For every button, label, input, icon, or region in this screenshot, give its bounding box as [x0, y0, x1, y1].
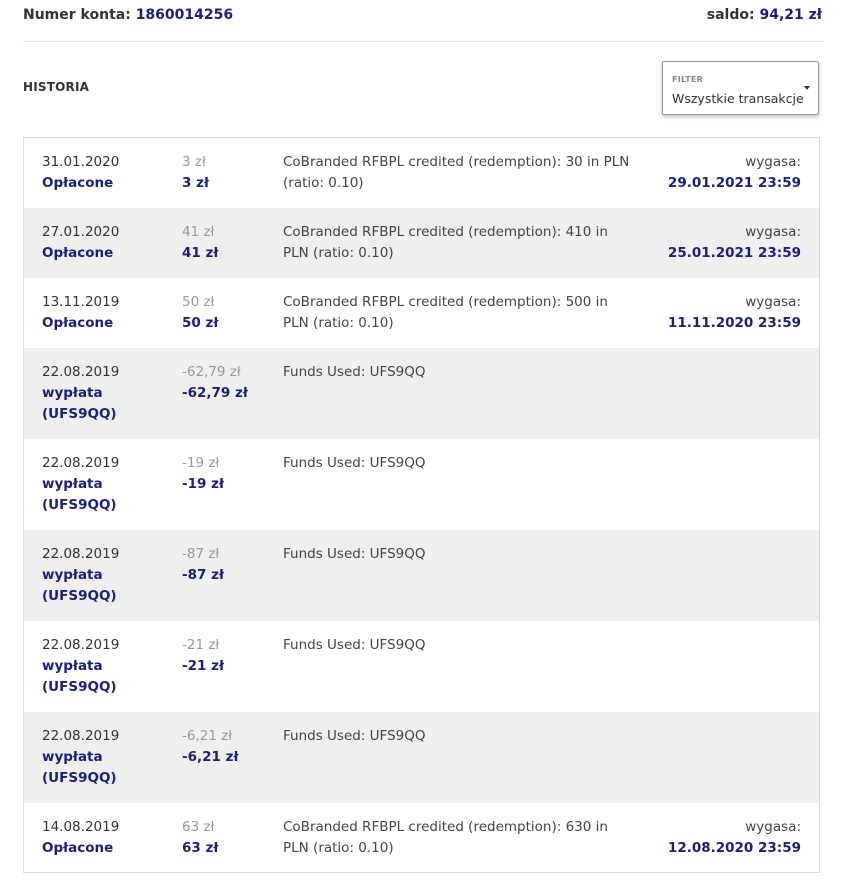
row-expiry-label: wygasa: [745, 154, 801, 170]
table-row [24, 278, 819, 348]
row-status: wypłata (UFS9QQ) [42, 385, 117, 422]
row-amount: 3 zł [182, 175, 209, 191]
account-number-value: 1860014256 [135, 7, 234, 23]
row-date: 27.01.2020 [42, 224, 120, 240]
row-status: Opłacone [42, 245, 114, 261]
row-amount-original: -19 zł [182, 455, 220, 471]
row-amounts [182, 292, 272, 334]
row-amount-original: 41 zł [182, 224, 215, 240]
row-expiry [601, 817, 801, 859]
row-date: 22.08.2019 [42, 728, 120, 744]
table-row [24, 348, 819, 439]
balance-value: 94,21 zł [759, 7, 822, 23]
row-amount: -6,21 zł [182, 749, 239, 765]
row-date-status [42, 453, 172, 516]
row-date-status [42, 292, 172, 334]
row-date: 22.08.2019 [42, 637, 120, 653]
row-date-status [42, 726, 172, 789]
row-date: 22.08.2019 [42, 364, 120, 380]
row-amounts [182, 817, 272, 859]
row-expiry [601, 222, 801, 264]
account-header [23, 0, 822, 42]
row-amounts [182, 222, 272, 264]
transaction-history-table [23, 137, 820, 873]
row-description: CoBranded RFBPL credited (redemption): 500 in PLN (ratio: 0.10) [283, 294, 608, 331]
row-amounts [182, 453, 272, 495]
row-expiry-label: wygasa: [745, 819, 801, 835]
row-date-status [42, 362, 172, 425]
row-amount: -21 zł [182, 658, 224, 674]
row-description: Funds Used: UFS9QQ [283, 728, 426, 744]
row-description: Funds Used: UFS9QQ [283, 546, 426, 562]
account-label: Numer konta: [23, 7, 131, 23]
row-description: Funds Used: UFS9QQ [283, 364, 426, 380]
table-row [24, 439, 819, 530]
table-row [24, 712, 819, 803]
row-amounts [182, 726, 272, 768]
account-number [23, 7, 233, 23]
row-amount-original: 50 zł [182, 294, 215, 310]
row-status: wypłata (UFS9QQ) [42, 567, 117, 604]
filter-value: Wszystkie transakcje [672, 91, 804, 106]
row-description: CoBranded RFBPL credited (redemption): 630 in PLN (ratio: 0.10) [283, 819, 608, 856]
row-status: wypłata (UFS9QQ) [42, 658, 117, 695]
row-amount-original: 3 zł [182, 154, 206, 170]
filter-label: FILTER [672, 75, 704, 84]
row-date: 31.01.2020 [42, 154, 120, 170]
row-amounts [182, 152, 272, 194]
row-amounts [182, 362, 272, 404]
row-description: CoBranded RFBPL credited (redemption): 410 in PLN (ratio: 0.10) [283, 224, 608, 261]
balance [707, 7, 822, 23]
table-row [24, 138, 819, 208]
row-description: Funds Used: UFS9QQ [283, 637, 426, 653]
row-date-status [42, 544, 172, 607]
row-expiry-date: 12.08.2020 23:59 [667, 840, 801, 856]
row-date-status [42, 152, 172, 194]
row-amount: -87 zł [182, 567, 224, 583]
row-amount: 41 zł [182, 245, 219, 261]
table-row [24, 208, 819, 278]
row-expiry-date: 29.01.2021 23:59 [667, 175, 801, 191]
row-amount: 50 zł [182, 315, 219, 331]
row-amount-original: -6,21 zł [182, 728, 233, 744]
row-expiry-date: 11.11.2020 23:59 [667, 315, 801, 331]
table-row [24, 621, 819, 712]
row-amounts [182, 635, 272, 677]
transaction-filter-select[interactable] [662, 61, 819, 115]
row-date: 14.08.2019 [42, 819, 120, 835]
row-amount-original: -62,79 zł [182, 364, 241, 380]
section-title: HISTORIA [23, 80, 90, 94]
row-status: wypłata (UFS9QQ) [42, 749, 117, 786]
table-row [24, 530, 819, 621]
row-status: wypłata (UFS9QQ) [42, 476, 117, 513]
row-amount-original: 63 zł [182, 819, 215, 835]
row-amount: -19 zł [182, 476, 224, 492]
row-amount-original: -21 zł [182, 637, 220, 653]
row-amount-original: -87 zł [182, 546, 220, 562]
row-date: 22.08.2019 [42, 546, 120, 562]
row-status: Opłacone [42, 315, 114, 331]
row-amount: -62,79 zł [182, 385, 248, 401]
row-amount: 63 zł [182, 840, 219, 856]
row-description: CoBranded RFBPL credited (redemption): 30 in PLN (ratio: 0.10) [283, 154, 630, 191]
row-expiry [601, 152, 801, 194]
row-date-status [42, 635, 172, 698]
row-expiry-label: wygasa: [745, 224, 801, 240]
row-date-status [42, 817, 172, 859]
row-amounts [182, 544, 272, 586]
row-expiry-date: 25.01.2021 23:59 [667, 245, 801, 261]
chevron-down-icon [804, 86, 810, 90]
row-date: 22.08.2019 [42, 455, 120, 471]
row-date-status [42, 222, 172, 264]
row-expiry-label: wygasa: [745, 294, 801, 310]
row-date: 13.11.2019 [42, 294, 120, 310]
row-description: Funds Used: UFS9QQ [283, 455, 426, 471]
balance-label: saldo: [706, 7, 755, 23]
row-status: Opłacone [42, 840, 114, 856]
row-expiry [601, 292, 801, 334]
table-row [24, 803, 819, 873]
row-status: Opłacone [42, 175, 114, 191]
